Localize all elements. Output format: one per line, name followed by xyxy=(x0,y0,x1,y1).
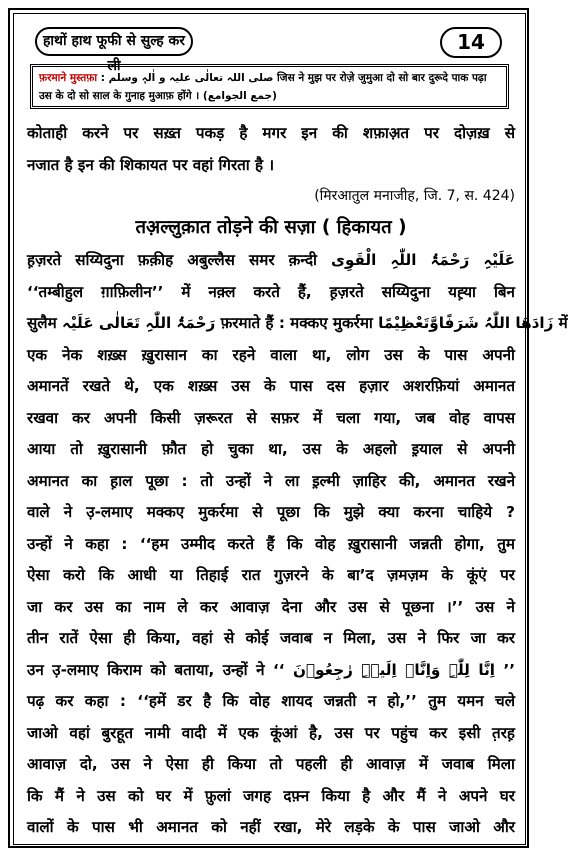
reference: (मिरआतुल मनाजीह, जि. 7, स. 424) xyxy=(314,188,515,204)
text-line: उन्हों ने कहा : ‘‘हम उम्मीद करते हैं कि वोह ख़ुरासानी जन्नती होगा, तुम xyxy=(27,534,515,553)
text-line: एक नेक शख़्स ख़ुरासान का रहने वाला था, लोग उस के पास अपनी xyxy=(27,345,515,364)
text-line: रखवा कर अपनी किसी ज़रूरत से सफ़र में चला गया, जब वोह वापस xyxy=(27,408,515,427)
text-line: पढ़ कर कहा : ‘‘हमें डर है कि वोह शायद जन्नती न हो,’’ तुम यमन चले xyxy=(27,692,515,710)
text-line: ह़ज़रते सय्यिदुना फ़क़ीह अबुल्लैस समर क़न्दी عَلَیْہِ رَحْمَۃُ اللّٰہِ الْقَوِی xyxy=(27,251,515,269)
text-line: वाले ने उ़-लमाए मक्कए मुकर्रमा से पूछा कि मुझे क्या करना चाहिये ? xyxy=(27,503,515,521)
text-line: आवाज़ दो, उस ने ऐसा ही किया तो पहली ही आवाज़ में जवाब मिला xyxy=(27,755,515,773)
farman-text: : صلی اللہ تعالٰی علیہ و اٰلہٖ وسلم जिस ने मुझ पर रोज़े जुमुआ दो सो बार दुरूदे पाक पढ़ा उस के दो सो साल के गुनाह मुआफ़ होंगे । (جمع الجوامع) xyxy=(39,72,487,102)
farman-label: फ़रमाने मुस्तफ़ा xyxy=(39,72,98,84)
text-line: आया तो ख़ुरासानी फ़ौत हो चुका था, उस के अहलो इ़याल से अपनी xyxy=(27,440,515,458)
text-line: कि मैं ने उस को घर में फ़ुलां जगह दफ़्न किया है और मैं ने अपने घर xyxy=(27,786,515,805)
text-line: जाओ वहां बुरहूत नामी वादी में एक कूंआं है, उस पर पहुंच कर इसी त़रह़ xyxy=(27,723,515,742)
page-number: 14 xyxy=(440,27,502,58)
section-heading: तअ़ल्लुक़ात तोड़ने की सज़ा ( हिकायत ) xyxy=(135,217,407,238)
text-line: तीन रातें ऐसा ही किया, वहां से कोई जवाब न मिला, उस ने फिर जा कर xyxy=(27,629,515,647)
text-line: ‘‘तम्बीहुल ग़ाफ़िलीन’’ में नक़्ल करते हैं, ह़ज़रते सय्यिदुना यह़्या बिन xyxy=(27,282,515,301)
text-line: उन उ़-लमाए किराम को बताया, उन्हों ने ‘‘ اِنَّا لِلّٰہِ وَاِنَّاۤ اِلَیۡہِ رٰجِعُوۡنَ ’’ xyxy=(27,660,516,679)
book-title: हाथों हाथ फूफी से सुल्ह कर ली xyxy=(35,27,193,56)
text-line: अमानत का ह़ाल पूछा : तो उन्हों ने ला इ़ल्मी ज़ाहिर की, अमानत रखने xyxy=(27,471,515,490)
text-line: जा कर उस का नाम ले कर आवाज़ देना और उस से पूछना ।’’ उस ने xyxy=(27,597,515,616)
main-text xyxy=(27,118,568,844)
text-line: वालों के पास भी अमानत को नहीं रखा, मेरे लड़के के पास जाओ और xyxy=(27,818,515,836)
text-line: अमानतें रखते थे, एक शख़्स उस के पास दस हज़ार अशरफ़ियां अमानत xyxy=(27,377,515,395)
farman-box xyxy=(30,64,509,109)
text-line: नजात है इन की शिकायत पर वहां गिरता है । xyxy=(27,155,275,174)
text-line: ऐसा करो कि आधी या तिहाई रात गुज़रने के बा’द ज़मज़म के कूंएं पर xyxy=(27,566,515,584)
text-line: कोताही करने पर सख़्त पकड़ है मगर इन की शफ़ाअ़त पर दोज़ख़ से xyxy=(27,124,515,142)
text-line: सुलैम رَحْمَۃُ اللّٰہِ تَعَالٰی عَلَیْہ फ़रमाते हैं : मक्कए मुकर्रमा زَادَھَا اللّٰہُ شَرَفًاوَّتَعْظِیْمًا में xyxy=(27,314,568,332)
